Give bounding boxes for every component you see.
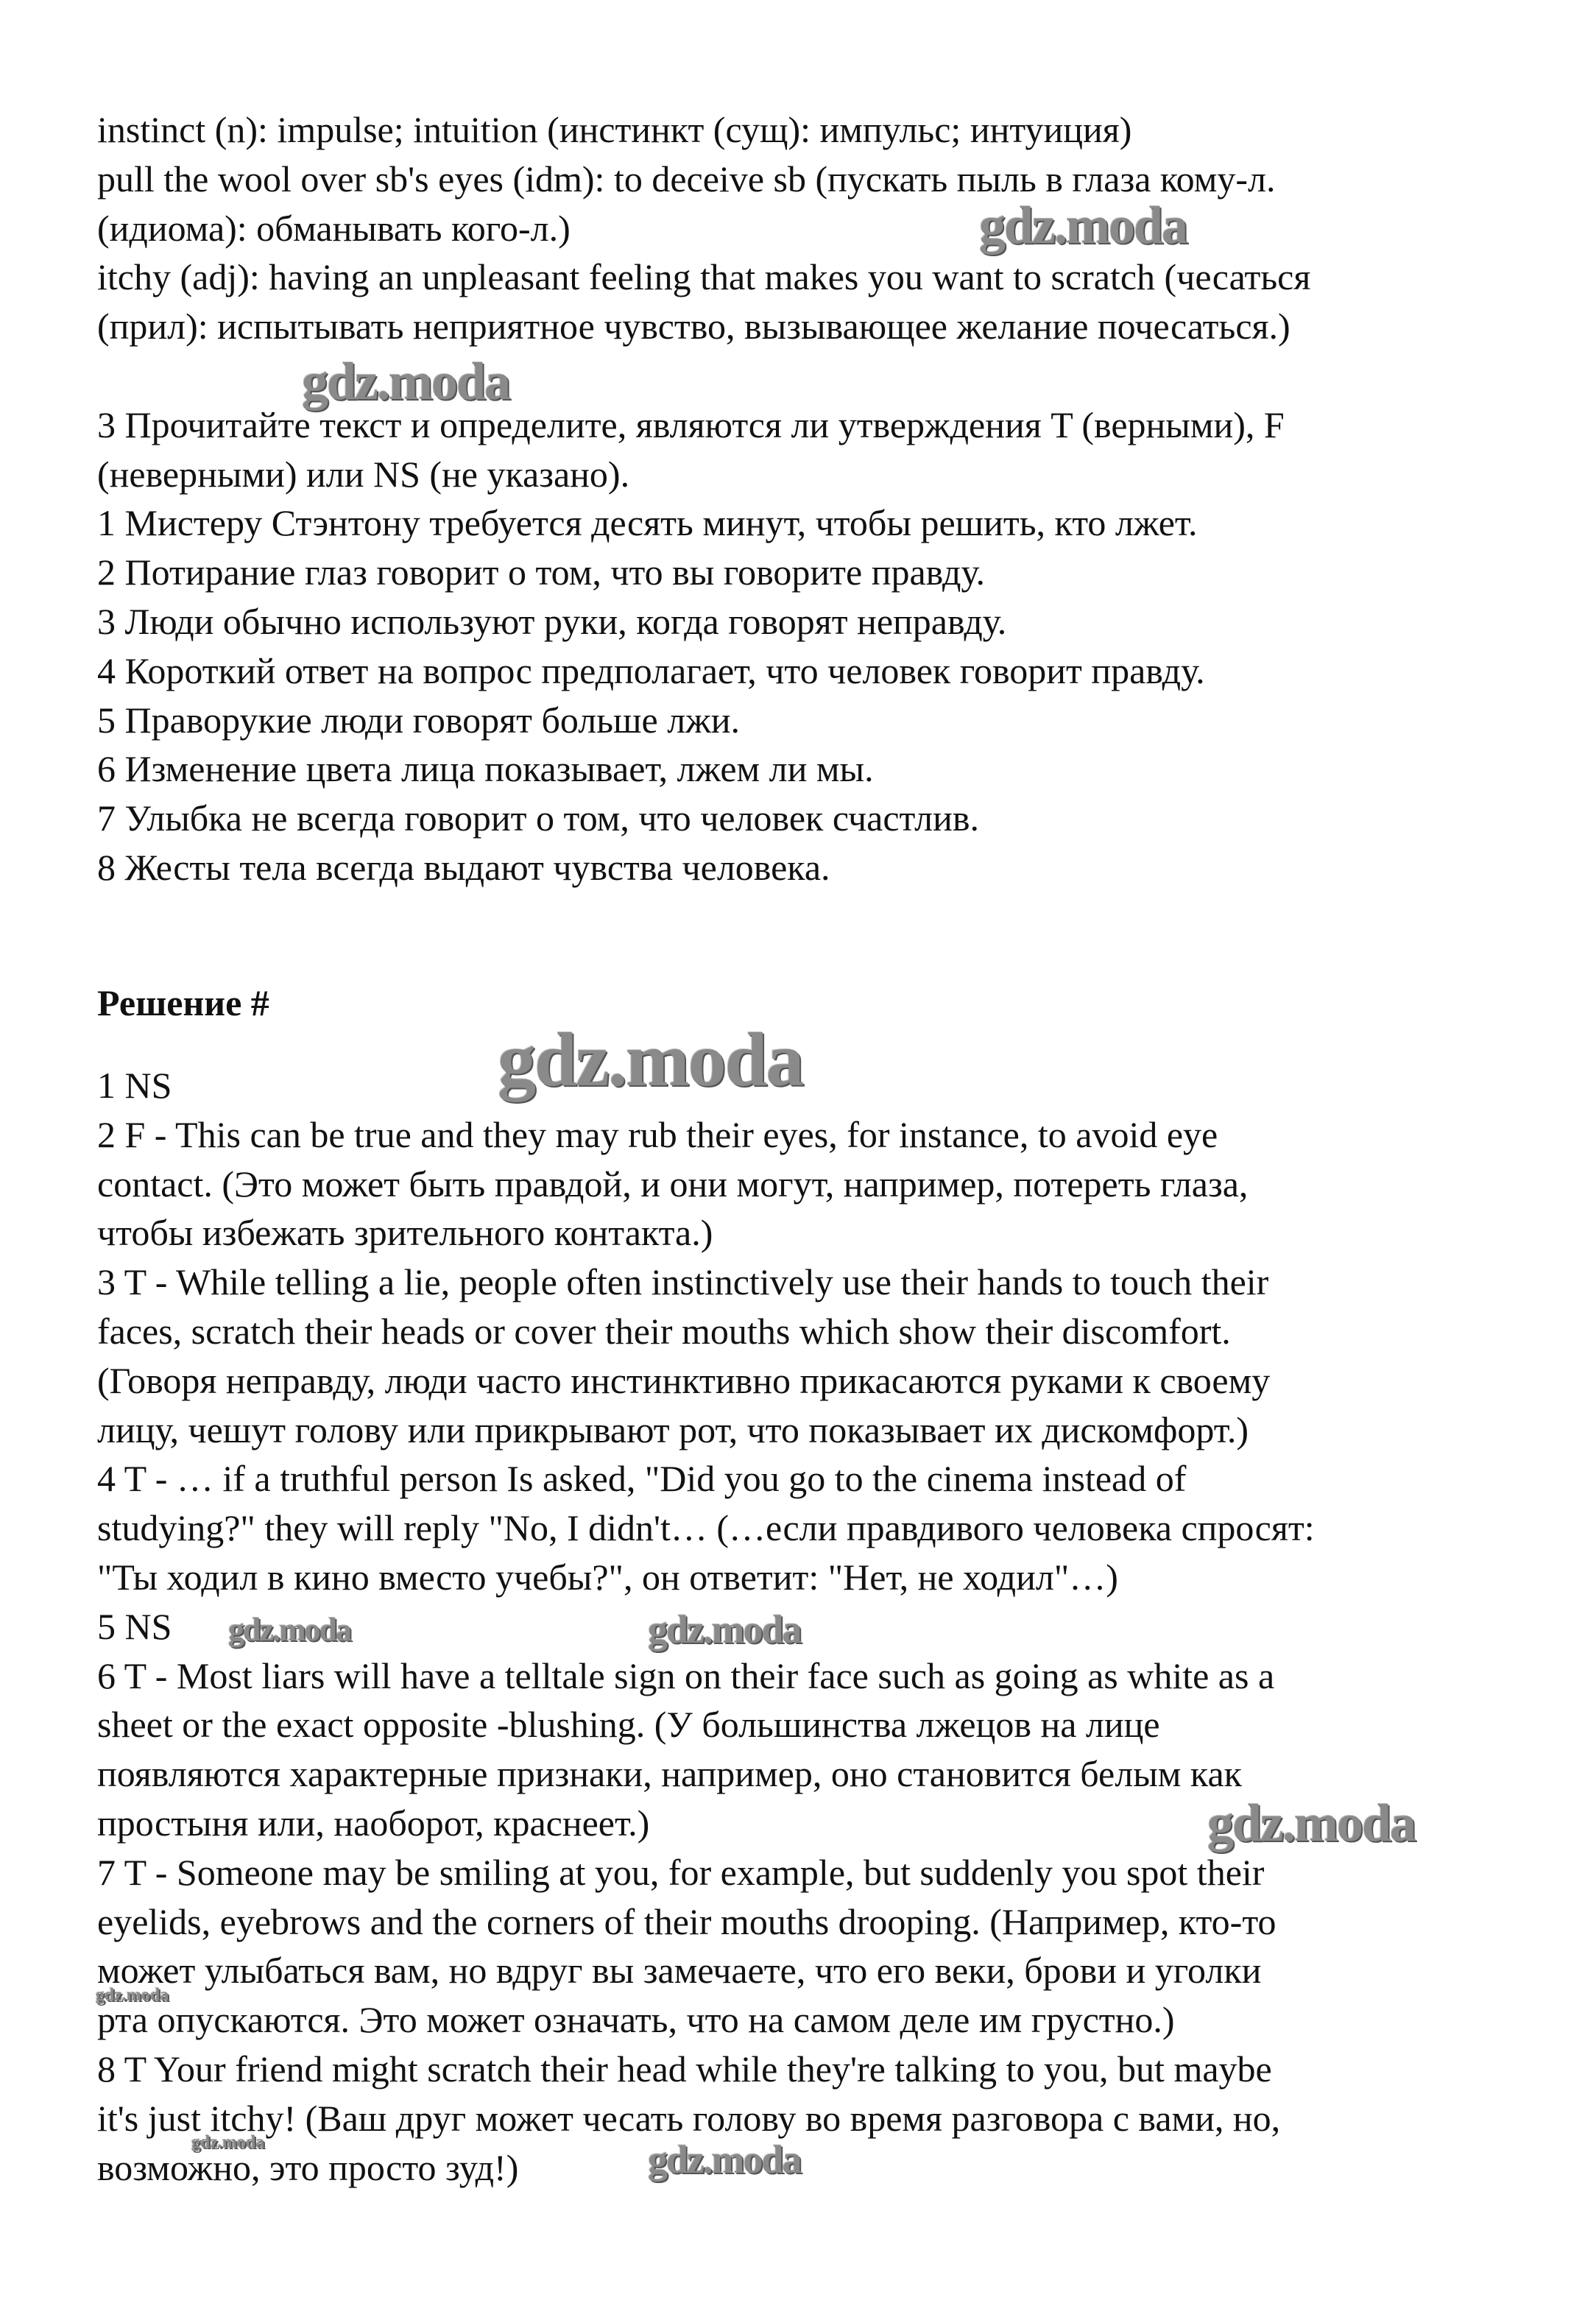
watermark: gdz.moda bbox=[302, 352, 510, 411]
watermark: gdz.moda bbox=[228, 1612, 351, 1648]
task-statement: 1 Мистеру Стэнтону требуется десять минут, чтобы решить, кто лжет. bbox=[97, 502, 1198, 544]
vocab-line: (идиома): обманывать кого-л.) bbox=[97, 207, 571, 249]
answer-line: чтобы избежать зрительного контакта.) bbox=[97, 1212, 713, 1254]
watermark: gdz.moda bbox=[979, 196, 1187, 255]
answer-line: 6 T - Most liars will have a telltale sign on their face such as going as white as a bbox=[97, 1654, 1275, 1696]
answer-line: sheet or the exact opposite -blushing. (У большинства лжецов на лице bbox=[97, 1704, 1160, 1746]
vocab-line: itchy (adj): having an unpleasant feeling that makes you want to scratch (чесаться bbox=[97, 256, 1311, 298]
answer-line: 7 T - Someone may be smiling at you, for example, but suddenly you spot their bbox=[97, 1851, 1265, 1893]
answer-line: возможно, это просто зуд!) bbox=[97, 2146, 519, 2188]
watermark: gdz.moda bbox=[498, 1018, 803, 1102]
answer-line: studying?" they will reply "No, I didn't… (…если правдивого человека спросят: bbox=[97, 1507, 1315, 1549]
watermark: gdz.moda bbox=[648, 2137, 801, 2182]
answer-line: 4 T - … if a truthful person Is asked, "Did you go to the cinema instead of bbox=[97, 1458, 1187, 1500]
answer-line: 5 NS bbox=[97, 1605, 172, 1647]
task-statement: 4 Короткий ответ на вопрос предполагает, что человек говорит правду. bbox=[97, 649, 1205, 691]
answer-line: 1 NS bbox=[97, 1065, 172, 1106]
answer-line: 8 T Your friend might scratch their head while they're talking to you, but maybe bbox=[97, 2048, 1272, 2090]
task-statement: 8 Жесты тела всегда выдают чувства человека. bbox=[97, 846, 830, 888]
answer-line: "Ты ходил в кино вместо учебы?", он ответит: "Нет, не ходил"…) bbox=[97, 1556, 1118, 1598]
answer-line: (Говоря неправду, люди часто инстинктивно прикасаются руками к своему bbox=[97, 1359, 1271, 1401]
answer-line: it's just itchy! (Ваш друг может чесать голову во время разговора с вами, но, bbox=[97, 2097, 1281, 2139]
task-statement: 6 Изменение цвета лица показывает, лжем ли мы. bbox=[97, 748, 874, 790]
watermark: gdz.moda bbox=[648, 1607, 801, 1651]
answer-line: contact. (Это может быть правдой, и они могут, например, потереть глаза, bbox=[97, 1163, 1249, 1205]
solution-heading: Решение # bbox=[97, 982, 269, 1023]
task-statement: 2 Потирание глаз говорит о том, что вы говорите правду. bbox=[97, 551, 985, 593]
task-statement: 3 Люди обычно используют руки, когда говорят неправду. bbox=[97, 600, 1007, 642]
answer-line: faces, scratch their heads or cover their mouths which show their discomfort. bbox=[97, 1310, 1231, 1352]
blank-line bbox=[97, 351, 1310, 401]
answer-line: простыня или, наоборот, краснеет.) bbox=[97, 1802, 650, 1844]
task-instruction: 3 Прочитайте текст и определите, являются ли утверждения T (верными), F bbox=[97, 403, 1285, 445]
answer-line: появляются характерные признаки, например, оно становится белым как bbox=[97, 1753, 1242, 1795]
answer-line: 3 T - While telling a lie, people often instinctively use their hands to touch their bbox=[97, 1261, 1269, 1303]
watermark: gdz.moda bbox=[191, 2133, 265, 2152]
vocab-line: instinct (n): impulse; intuition (инстинкт (сущ): импульс; интуиция) bbox=[97, 109, 1132, 150]
watermark: gdz.moda bbox=[1207, 1794, 1416, 1852]
answer-line: может улыбаться вам, но вдруг вы замечаете, что его веки, брови и уголки bbox=[97, 1950, 1262, 1992]
vocab-line: (прил): испытывать неприятное чувство, вызывающее желание почесаться.) bbox=[97, 306, 1290, 348]
vocab-line: pull the wool over sb's eyes (idm): to deceive sb (пускать пыль в глаза кому-л. bbox=[97, 158, 1276, 200]
answer-line: лицу, чешут голову или прикрывают рот, что показывает их дискомфорт.) bbox=[97, 1408, 1249, 1450]
watermark: gdz.moda bbox=[96, 1986, 169, 2005]
task-statement: 7 Улыбка не всегда говорит о том, что человек счастлив. bbox=[97, 797, 979, 839]
answer-line: рта опускаются. Это может означать, что на самом деле им грустно.) bbox=[97, 1999, 1175, 2041]
answer-line: 2 F - This can be true and they may rub their eyes, for instance, to avoid eye bbox=[97, 1113, 1218, 1155]
task-statement: 5 Праворукие люди говорят больше лжи. bbox=[97, 699, 740, 741]
answer-line: eyelids, eyebrows and the corners of their mouths drooping. (Например, кто-то bbox=[97, 1900, 1277, 1942]
task-instruction: (неверными) или NS (не указано). bbox=[97, 453, 630, 495]
